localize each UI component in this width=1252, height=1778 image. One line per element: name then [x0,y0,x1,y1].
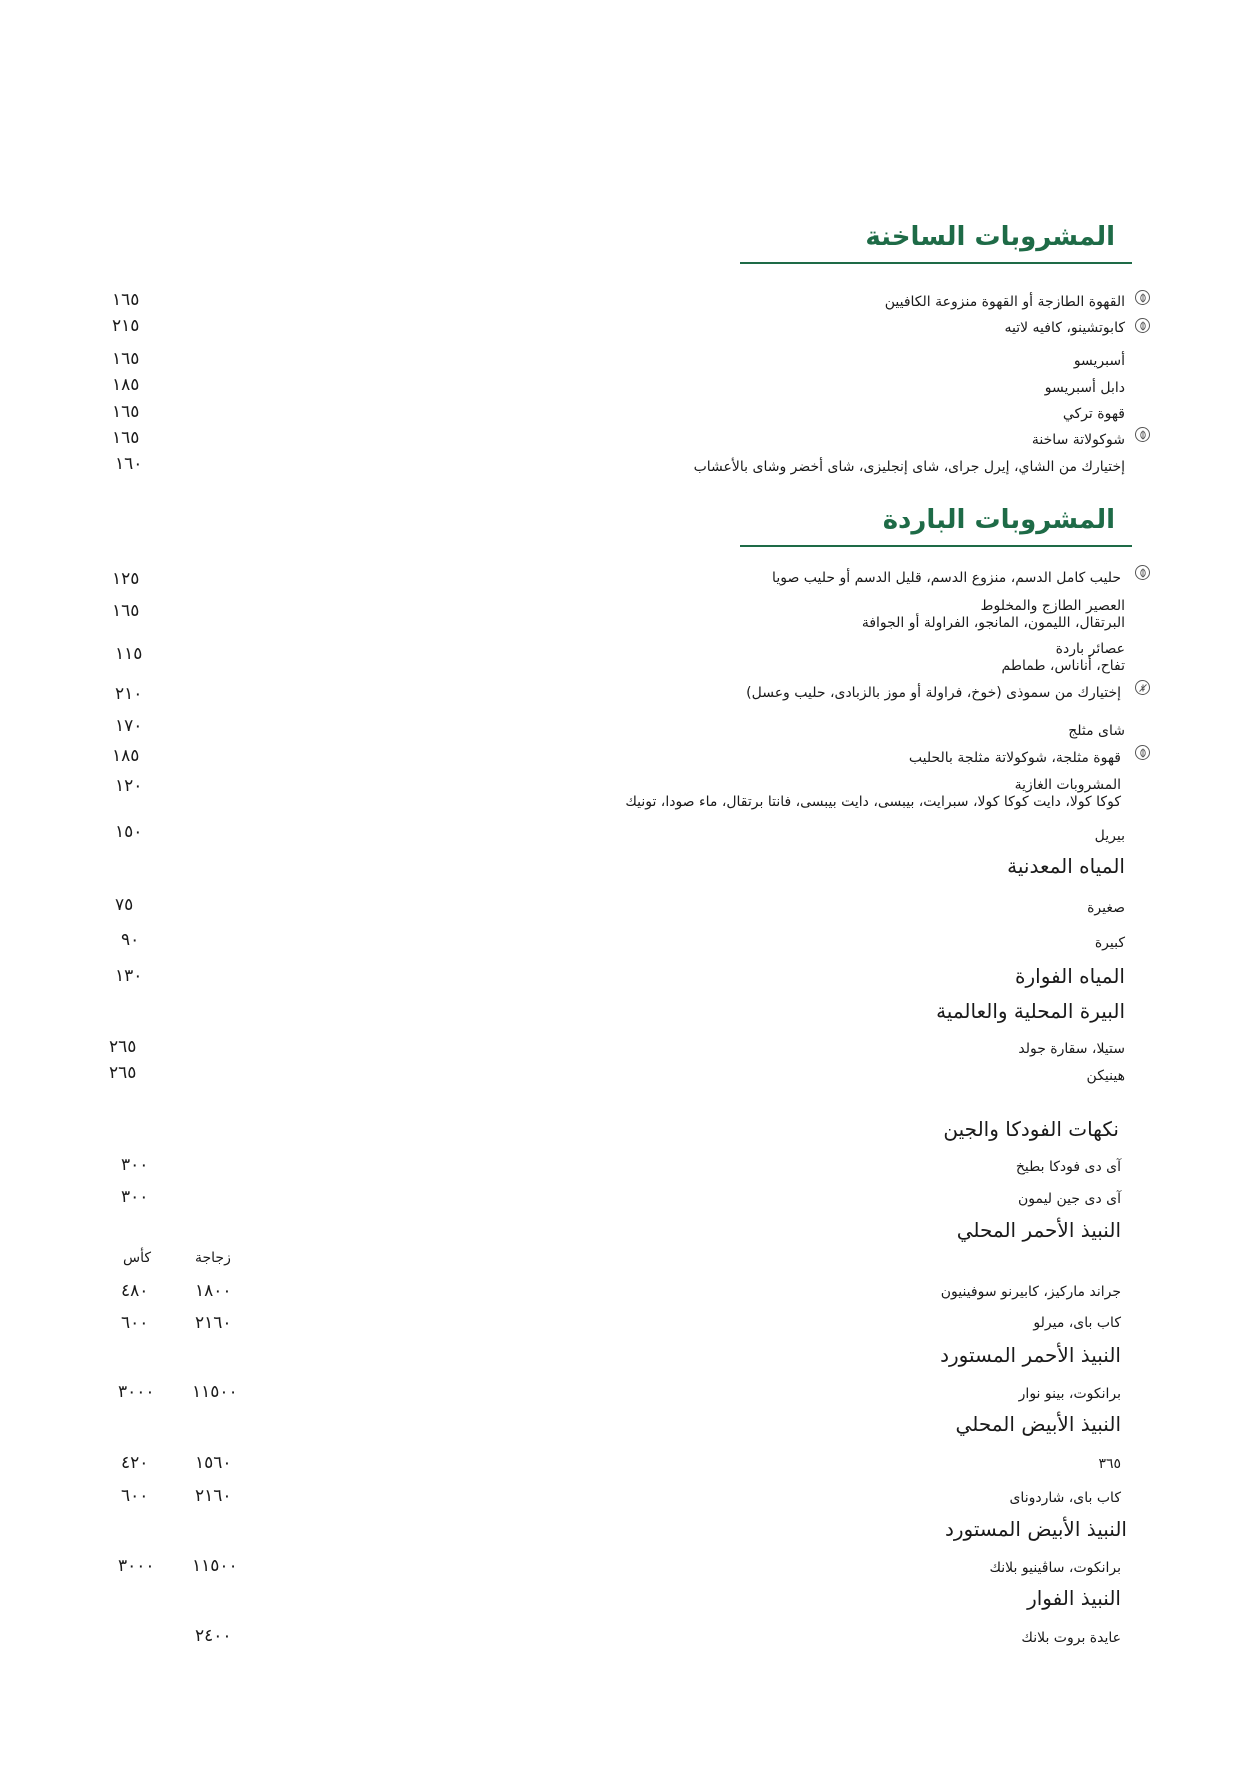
menu-item-price: ١٦٥ [112,402,140,422]
glass-price: ٤٢٠ [121,1453,149,1473]
menu-item-name: آى دى فودكا بطيخ [1015,1159,1121,1175]
menu-item-name: دابل أسبريسو [1044,380,1125,396]
cold-drinks-heading: المشروبات الباردة [882,505,1115,535]
glass-price: ٤٨٠ [121,1281,149,1301]
menu-item-price: ١٣٠ [115,966,143,986]
menu-item-price: ٢٦٥ [109,1037,137,1057]
menu-item-price: ٩٠ [121,930,140,950]
bottle-price: ٢٤٠٠ [195,1626,232,1646]
glass-price: ٣٠٠٠ [118,1382,155,1402]
menu-item-description: كوكا كولا، دايت كوكا كولا، سبرايت، بيبسى، دايت بيبسى، فانتا برتقال، ماء صودا، تونيك [625,794,1121,810]
menu-item-name: جراند ماركيز، كابيرنو سوفينيون [940,1284,1121,1300]
vodka-gin-heading: نكهات الفودكا والجين [943,1117,1119,1141]
menu-item-price: ١٥٠ [115,822,143,842]
menu-item-price: ١٨٥ [112,746,140,766]
menu-item-name: شاى مثلج [1068,723,1125,739]
sparkling-wine-heading: النبيذ الفوار [1027,1586,1121,1610]
menu-item-name: آى دى جين ليمون [1017,1191,1121,1207]
cold-drinks-rule [740,545,1132,547]
glass-column-header: كأس [123,1250,152,1266]
menu-item-price: ٣٠٠ [121,1187,149,1207]
bottle-price: ٢١٦٠ [195,1486,232,1506]
menu-item-price: ٢٦٥ [109,1063,137,1083]
menu-item-name: كبيرة [1094,935,1125,951]
menu-item-name: عايدة بروت بلانك [1021,1630,1121,1646]
menu-item-price: ٧٥ [115,895,134,915]
menu-item-name: كاب باى، شاردوناى [1009,1490,1121,1506]
menu-item-price: ١١٥ [115,644,143,664]
leaf-icon [1135,565,1150,580]
menu-item-name: شوكولاتة ساخنة [1031,432,1125,448]
local-white-wine-heading: النبيذ الأبيض المحلي [955,1412,1121,1436]
menu-item-price: ١٦٠ [115,454,143,474]
menu-item-description: تفاح، أناناس، طماطم [1001,658,1125,674]
menu-item-name: هينيكن [1086,1068,1125,1084]
menu-item-name: قهوة تركي [1062,406,1125,422]
menu-item-name: ٣٦٥ [1098,1456,1121,1472]
glass-price: ٦٠٠ [121,1313,149,1333]
menu-item-name: برانكوت، بينو نوار [1018,1386,1121,1402]
menu-item-price: ١٦٥ [112,349,140,369]
menu-item-price: ١٧٠ [115,716,143,736]
glass-price: ٣٠٠٠ [118,1556,155,1576]
bottle-price: ١٨٠٠ [195,1281,232,1301]
menu-item-price: ١٦٥ [112,428,140,448]
menu-item-price: ١٦٥ [112,290,140,310]
local-red-wine-heading: النبيذ الأحمر المحلي [956,1218,1121,1242]
menu-item-name: إختيارك من الشاي، إيرل جراى، شاى إنجليزى، شاى أخضر وشاى بالأعشاب [693,459,1125,475]
menu-item-price: ١٨٥ [112,375,140,395]
glass-price: ٦٠٠ [121,1486,149,1506]
menu-item-name: كاب باى، ميرلو [1033,1315,1121,1331]
imported-white-wine-heading: النبيذ الأبيض المستورد [944,1517,1127,1541]
leaf-icon [1135,290,1150,305]
menu-item-name: برانكوت، ساڤينيو بلانك [989,1560,1121,1576]
menu-item-price: ١٦٥ [112,601,140,621]
leaf-icon [1135,745,1150,760]
menu-item-name: بيريل [1094,828,1125,844]
menu-item-price: ١٢٥ [112,569,140,589]
leaf-icon [1135,318,1150,333]
menu-item-price: ٣٠٠ [121,1155,149,1175]
menu-item-price: ٢١٥ [112,316,140,336]
menu-item-price: ٢١٠ [115,684,143,704]
leaf-icon [1135,427,1150,442]
menu-item-name: القهوة الطازجة أو القهوة منزوعة الكافيين [884,294,1125,310]
hot-drinks-heading: المشروبات الساخنة [865,222,1115,252]
menu-item-name: عصائر باردة [1055,641,1125,657]
menu-item-name: صغيرة [1087,900,1125,916]
bottle-price: ١٥٦٠ [195,1453,232,1473]
beer-heading: البيرة المحلية والعالمية [936,999,1125,1023]
mineral-water-heading: المياه المعدنية [1007,854,1125,878]
menu-item-name: كابوتشينو، كافيه لاتيه [1004,320,1125,336]
menu-item-name: أسبريسو [1073,353,1125,369]
hot-drinks-rule [740,262,1132,264]
menu-item-name: إختيارك من سموذى (خوخ، فراولة أو موز بالزبادى، حليب وعسل) [746,685,1121,701]
menu-item-name: حليب كامل الدسم، منزوع الدسم، قليل الدسم أو حليب صويا [772,570,1121,586]
sparkling-water-heading: المياه الفوارة [1015,964,1125,988]
bottle-price: ١١٥٠٠ [192,1556,238,1576]
bottle-price: ٢١٦٠ [195,1313,232,1333]
menu-item-price: ١٢٠ [115,776,143,796]
menu-item-name: المشروبات الغازية [1014,777,1121,793]
bottle-column-header: زجاجة [195,1250,231,1266]
menu-item-name: قهوة مثلجة، شوكولاتة مثلجة بالحليب [908,750,1121,766]
menu-item-name: العصير الطازج والمخلوط [980,598,1125,614]
no-gluten-icon [1135,680,1150,695]
menu-item-description: البرتقال، الليمون، المانجو، الفراولة أو الجوافة [861,615,1125,631]
bottle-price: ١١٥٠٠ [192,1382,238,1402]
menu-item-name: ستيلا، سقارة جولد [1018,1041,1125,1057]
imported-red-wine-heading: النبيذ الأحمر المستورد [940,1343,1121,1367]
